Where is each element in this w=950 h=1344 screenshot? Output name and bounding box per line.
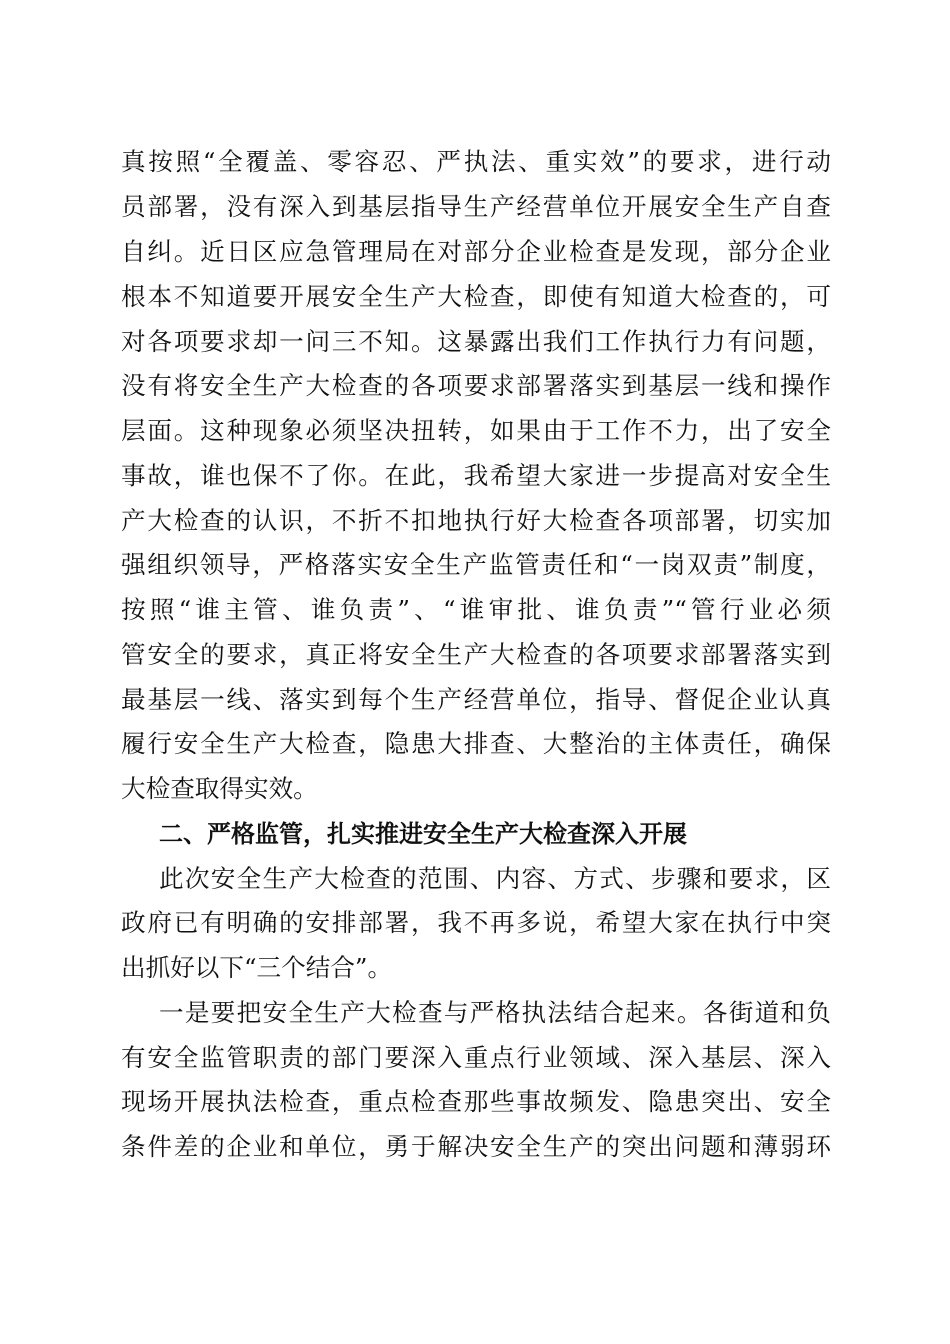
body-line-5: 对各项要求却一问三不知。这暴露出我们工作执行力有问题， <box>121 327 831 356</box>
body-line-12: 管安全的要求，真正将安全生产大检查的各项要求部署落实到 <box>121 640 831 669</box>
body-line-3: 自纠。近日区应急管理局在对部分企业检查是发现，部分企业 <box>121 237 831 266</box>
body-line-11: 按照“谁主管、谁负责”、“谁审批、谁负责”“管行业必须 <box>121 595 831 624</box>
para2-line-3: 出抓好以下“三个结合”。 <box>121 953 393 982</box>
body-line-10: 强组织领导，严格落实安全生产监管责任和“一岗双责”制度， <box>121 550 831 579</box>
body-line-15: 大检查取得实效。 <box>121 774 318 803</box>
para3-lead-sentence: 一是要把安全生产大检查与严格执法结合起来。 <box>159 998 703 1027</box>
body-line-13: 最基层一线、落实到每个生产经营单位，指导、督促企业认真 <box>121 685 831 714</box>
body-line-14: 履行安全生产大检查，隐患大排查、大整治的主体责任，确保 <box>121 729 831 758</box>
body-line-4: 根本不知道要开展安全生产大检查，即使有知道大检查的，可 <box>121 282 831 311</box>
body-line-1: 真按照“全覆盖、零容忍、严执法、重实效”的要求，进行动 <box>121 147 831 176</box>
para3-first-rest: 各街道和负 <box>702 998 831 1027</box>
para3-line-3: 现场开展执法检查，重点检查那些事故频发、隐患突出、安全 <box>121 1087 831 1116</box>
para2-line-1: 此次安全生产大检查的范围、内容、方式、步骤和要求，区 <box>159 864 831 893</box>
section-heading: 二、严格监管，扎实推进安全生产大检查深入开展 <box>159 820 687 848</box>
para2-line-2: 政府已有明确的安排部署，我不再多说，希望大家在执行中突 <box>121 908 831 937</box>
body-line-9: 产大检查的认识，不折不扣地执行好大检查各项部署，切实加 <box>121 506 831 535</box>
body-line-8: 事故，谁也保不了你。在此，我希望大家进一步提高对安全生 <box>121 461 831 490</box>
para3-line-2: 有安全监管职责的部门要深入重点行业领域、深入基层、深入 <box>121 1043 831 1072</box>
body-line-6: 没有将安全生产大检查的各项要求部署落实到基层一线和操作 <box>121 371 831 400</box>
body-line-7: 层面。这种现象必须坚决扭转，如果由于工作不力，出了安全 <box>121 416 831 445</box>
para3-line-4: 条件差的企业和单位，勇于解决安全生产的突出问题和薄弱环 <box>121 1132 831 1161</box>
body-line-2: 员部署，没有深入到基层指导生产经营单位开展安全生产自查 <box>121 192 831 221</box>
para3-line-1 <box>159 991 831 1035</box>
